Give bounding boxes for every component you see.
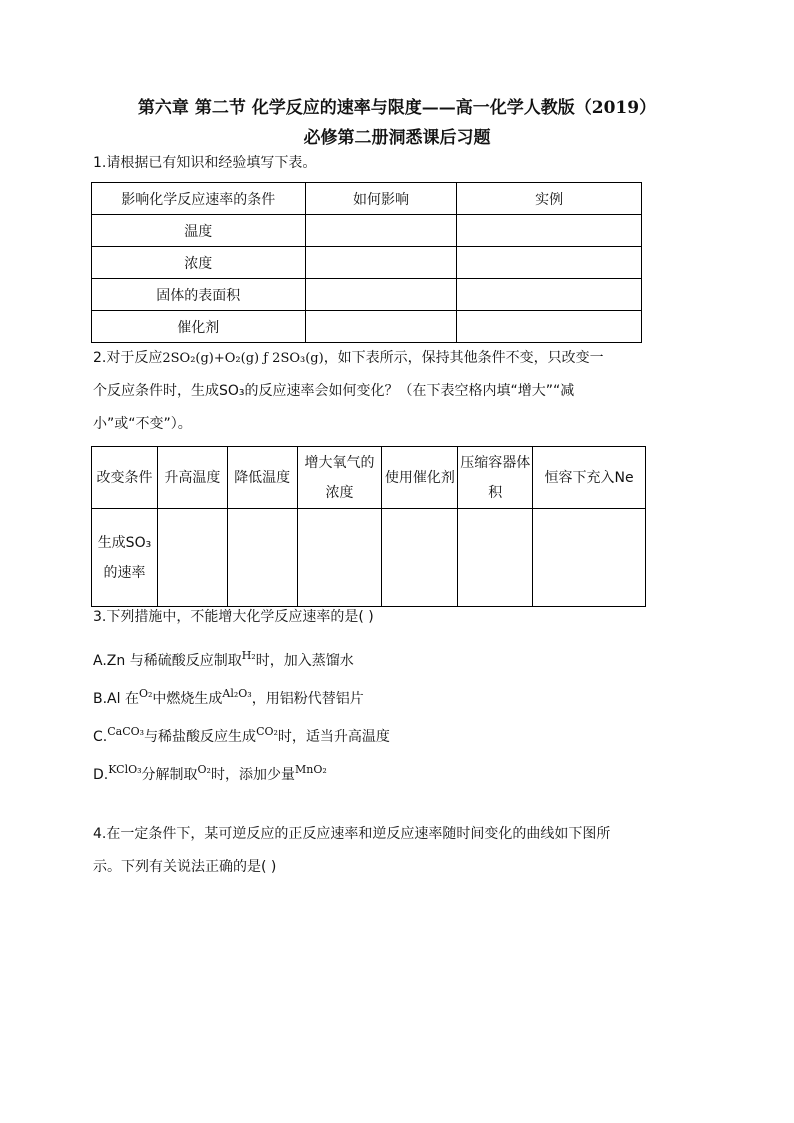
chemical-formula: H₂ <box>241 649 256 662</box>
question-4-text <box>93 818 703 884</box>
option-text: 时，添加少量 <box>210 767 295 783</box>
answer-cell[interactable] <box>297 509 382 607</box>
option-text: B.Al 在 <box>93 691 139 707</box>
question-2-prefix: 2.对于反应 <box>93 350 163 366</box>
question-4-line2: 示。下列有关说法正确的是( ) <box>93 859 277 875</box>
option-text: 时，适当升高温度 <box>277 729 390 745</box>
question-1-table <box>91 182 642 343</box>
answer-cell[interactable] <box>305 279 457 311</box>
option-text: D. <box>93 767 109 783</box>
table-header-cell: 影响化学反应速率的条件 <box>92 183 306 215</box>
answer-cell[interactable] <box>305 247 457 279</box>
option-text: C. <box>93 729 108 745</box>
table-header-row <box>92 183 642 215</box>
answer-cell[interactable] <box>305 311 457 343</box>
answer-cell[interactable] <box>457 311 642 343</box>
condition-label: 催化剂 <box>92 311 306 343</box>
chemical-formula: CaCO₃ <box>107 725 145 738</box>
row-label: 生成SO₃的速率 <box>92 509 158 607</box>
answer-cell[interactable] <box>533 509 646 607</box>
option-text: 中燃烧生成 <box>152 691 223 707</box>
chemical-formula: CO₂ <box>256 725 278 738</box>
option-c[interactable] <box>93 721 390 748</box>
option-d[interactable] <box>93 759 327 786</box>
chemical-formula: KClO₃ <box>108 763 142 776</box>
table-header-cell: 使用催化剂 <box>382 447 458 509</box>
option-text: 与稀盐酸反应生成 <box>144 729 257 745</box>
table-header-cell: 如何影响 <box>305 183 457 215</box>
option-text: ，用铝粉代替铝片 <box>251 691 364 707</box>
question-1-text: 1.请根据已有知识和经验填写下表。 <box>93 155 317 171</box>
reaction-formula: 2SO₂(g)+O₂(g) ƒ 2SO₃(g) <box>162 351 324 366</box>
question-2-line2: 个反应条件时，生成SO₃的反应速率会如何变化？（在下表空格内填“增大”“减 <box>93 383 575 399</box>
chemical-formula: Al₂O₃ <box>222 687 252 700</box>
question-2-table <box>91 446 646 607</box>
condition-label: 浓度 <box>92 247 306 279</box>
chemical-formula: MnO₂ <box>294 763 327 776</box>
table-header-cell: 升高温度 <box>157 447 227 509</box>
answer-cell[interactable] <box>457 279 642 311</box>
answer-cell[interactable] <box>458 509 533 607</box>
question-2-line1-rest: ，如下表所示，保持其他条件不变，只改变一 <box>323 350 604 366</box>
table-header-cell: 改变条件 <box>92 447 158 509</box>
table-row <box>92 311 642 343</box>
question-4-line1: 4.在一定条件下，某可逆反应的正反应速率和逆反应速率随时间变化的曲线如下图所 <box>93 826 611 842</box>
question-2-text <box>93 342 703 441</box>
question-2-line3: 小”或“不变”）。 <box>93 416 192 432</box>
table-header-cell: 实例 <box>457 183 642 215</box>
answer-cell[interactable] <box>227 509 297 607</box>
condition-label: 温度 <box>92 215 306 247</box>
table-header-cell: 恒容下充入Ne <box>533 447 646 509</box>
chemical-formula: O₂ <box>197 763 211 776</box>
question-3-text: 3.下列措施中，不能增大化学反应速率的是( ) <box>93 609 374 625</box>
table-row <box>92 247 642 279</box>
table-header-cell: 降低温度 <box>227 447 297 509</box>
condition-label: 固体的表面积 <box>92 279 306 311</box>
table-header-row <box>92 447 646 509</box>
table-row <box>92 215 642 247</box>
document-title-line1: 第六章 第二节 化学反应的速率与限度——高一化学人教版（2019） <box>137 98 657 118</box>
table-header-cell: 增大氧气的浓度 <box>297 447 382 509</box>
answer-cell[interactable] <box>157 509 227 607</box>
option-a[interactable] <box>93 645 354 672</box>
option-text: A.Zn 与稀硫酸反应制取 <box>93 653 242 669</box>
answer-cell[interactable] <box>457 215 642 247</box>
option-text: 分解制取 <box>141 767 198 783</box>
answer-cell[interactable] <box>382 509 458 607</box>
table-header-cell: 压缩容器体积 <box>458 447 533 509</box>
chemical-formula: O₂ <box>138 687 153 700</box>
document-title-line2: 必修第二册洞悉课后习题 <box>303 128 491 148</box>
table-row <box>92 509 646 607</box>
option-text: 时，加入蒸馏水 <box>255 653 354 669</box>
answer-cell[interactable] <box>305 215 457 247</box>
option-b[interactable] <box>93 683 364 710</box>
answer-cell[interactable] <box>457 247 642 279</box>
table-row <box>92 279 642 311</box>
